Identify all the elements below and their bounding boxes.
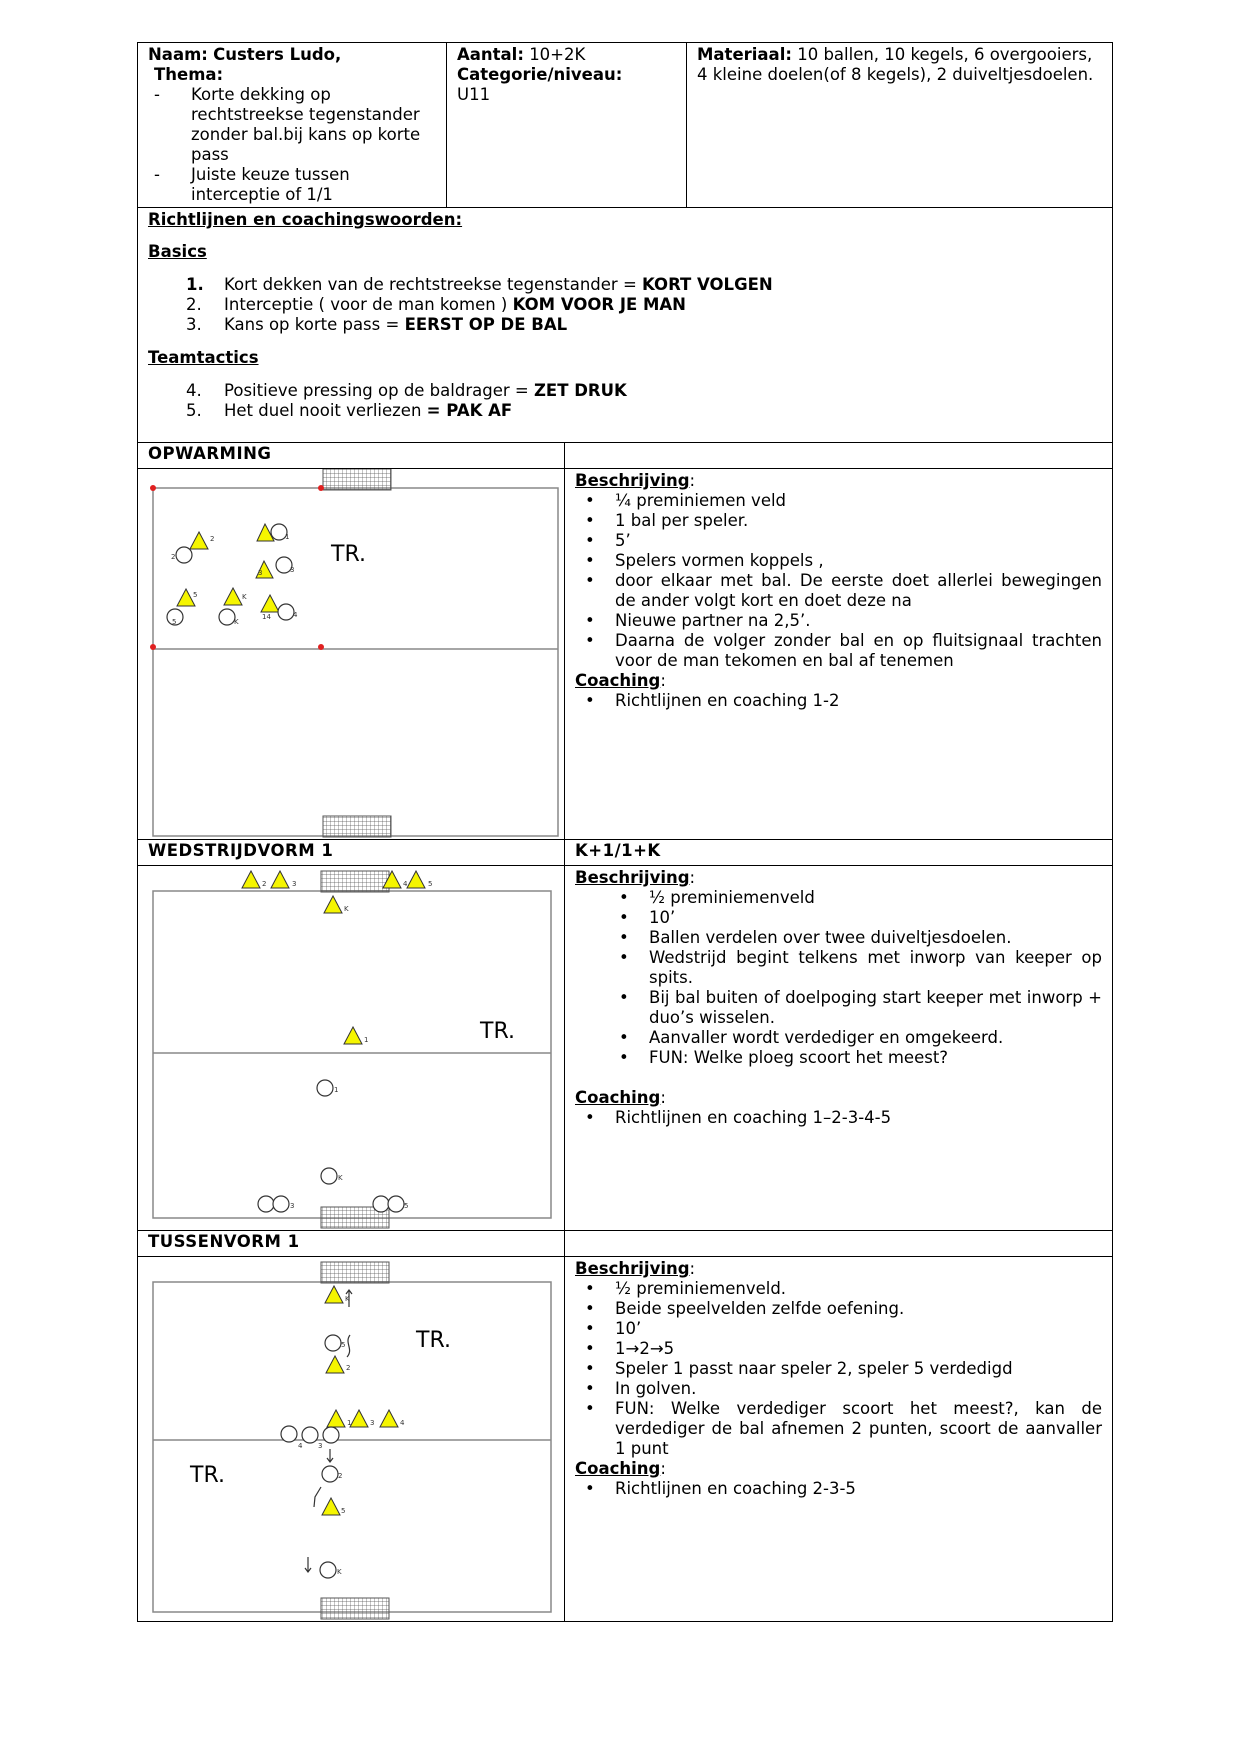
svg-text:2: 2 xyxy=(210,535,215,543)
goal-net-icon xyxy=(321,1262,389,1283)
goal-net-icon xyxy=(321,871,389,892)
tussenvorm-field-svg xyxy=(138,1257,565,1621)
coaching-list xyxy=(575,1108,1102,1128)
svg-text:K: K xyxy=(338,1174,343,1182)
svg-text:2: 2 xyxy=(338,1472,343,1480)
list-item: • Spelers vormen koppels , xyxy=(575,551,1102,571)
categorie-value: U11 xyxy=(457,85,491,104)
list-item: • Ballen verdelen over twee duiveltjesdoelen. xyxy=(575,928,1102,948)
tussenvorm-description: Beschrijving: • ½ preminiemenveld. • Beide speelvelden zelfde oefening. • 10’ • 1→2→5 • Speler 1 passt naar speler 2, speler 5 verdedigd • In golven. • FUN: Welke verdediger scoort het meest?, kan de verdediger de bal afnemen 2 punten, scoort de aanvaller 1 punt Coaching: • Richtlijnen en coaching 2-3-5 xyxy=(565,1257,1113,1622)
naam-thema-cell xyxy=(138,43,447,208)
svg-text:4: 4 xyxy=(400,1419,405,1427)
trainer-label: TR. xyxy=(480,1019,515,1044)
basics-item: 2. Interceptie ( voor de man komen ) KOM VOOR JE MAN xyxy=(186,295,686,314)
list-item: • Richtlijnen en coaching 2-3-5 xyxy=(575,1479,1102,1499)
tussenvorm-diagram xyxy=(138,1257,565,1622)
aantal-cell xyxy=(447,43,687,208)
list-item: • Bij bal buiten of doelpoging start keeper met inworp + duo’s wisselen. xyxy=(575,988,1102,1028)
goal-net-icon xyxy=(321,1598,389,1619)
coaching-list xyxy=(575,1479,1102,1499)
list-item: • 5’ xyxy=(575,531,1102,551)
list-item: • Aanvaller wordt verdediger en omgekeerd. xyxy=(575,1028,1102,1048)
wedstrijdvorm-right-title: K+1/1+K xyxy=(565,840,1113,866)
training-table xyxy=(137,42,1113,1622)
list-item: • Richtlijnen en coaching 1–2-3-4-5 xyxy=(575,1108,1102,1128)
opwarming-title: OPWARMING xyxy=(138,443,565,469)
goal-net-icon xyxy=(323,816,391,837)
thema-item: - Korte dekking op rechtstreekse tegenstander zonder bal.bij kans op korte pass xyxy=(148,85,436,165)
goal-net-icon xyxy=(323,469,391,490)
svg-text:1: 1 xyxy=(364,1036,369,1044)
svg-text:4: 4 xyxy=(403,880,408,888)
naam-value: Custers Ludo, xyxy=(213,45,342,64)
list-item: • FUN: Welke ploeg scoort het meest? xyxy=(575,1048,1102,1068)
beschrijving-list xyxy=(575,1279,1102,1459)
basics-title: Basics xyxy=(148,242,207,261)
categorie-label: Categorie/niveau: xyxy=(457,65,623,84)
svg-text:2: 2 xyxy=(346,1364,351,1372)
materiaal-value: 10 ballen, 10 kegels, 6 overgooiers, 4 kleine doelen(of 8 kegels), 2 duiveltjesdoelen. xyxy=(697,45,1094,84)
list-item: • door elkaar met bal. De eerste doet allerlei bewegingen de ander volgt kort en doet deze na xyxy=(575,571,1102,611)
wedstrijdvorm-description: Beschrijving: • ½ preminiemenveld • 10’ • Ballen verdelen over twee duiveltjesdoelen. • Wedstrijd begint telkens met inworp van keeper op spits. • Bij bal buiten of doelpoging start keeper met inworp + duo’s wisselen. • Aanvaller wordt verdediger en omgekeerd. • FUN: Welke ploeg scoort het meest? Coaching: • Richtlijnen en coaching 1–2-3-4-5 xyxy=(565,866,1113,1231)
list-item: • Beide speelvelden zelfde oefening. xyxy=(575,1299,1102,1319)
svg-text:5: 5 xyxy=(193,591,198,599)
tussenvorm-title: TUSSENVORM 1 xyxy=(138,1231,565,1257)
beschrijving-label: Beschrijving xyxy=(575,471,690,490)
teamtactics-item: 4. Positieve pressing op de baldrager = ZET DRUK xyxy=(186,381,627,400)
svg-text:1: 1 xyxy=(285,533,290,541)
coaching-label: Coaching xyxy=(575,671,661,690)
list-item: • 1→2→5 xyxy=(575,1339,1102,1359)
wedstrijdvorm-diagram xyxy=(138,866,565,1231)
coaching-label: Coaching xyxy=(575,1459,661,1478)
basics-item: 1. Kort dekken van de rechtstreekse tegenstander = KORT VOLGEN xyxy=(186,275,773,294)
wedstrijdvorm-field-svg xyxy=(138,866,565,1230)
svg-text:4: 4 xyxy=(293,611,298,619)
svg-text:3: 3 xyxy=(258,569,263,577)
coaching-list xyxy=(575,691,1102,711)
svg-text:1: 1 xyxy=(347,1419,352,1427)
svg-text:2: 2 xyxy=(171,553,176,561)
list-item: • Richtlijnen en coaching 1-2 xyxy=(575,691,1102,711)
svg-text:K: K xyxy=(345,1295,350,1303)
opwarming-right-title xyxy=(565,443,1113,469)
beschrijving-label: Beschrijving xyxy=(575,1259,690,1278)
ball-icons xyxy=(258,1080,404,1212)
wedstrijdvorm-title: WEDSTRIJDVORM 1 xyxy=(138,840,565,866)
list-item: • ½ preminiemenveld. xyxy=(575,1279,1102,1299)
opwarming-field-svg xyxy=(138,469,565,839)
guidelines-cell xyxy=(138,208,1113,443)
list-item: • Speler 1 passt naar speler 2, speler 5 verdedigd xyxy=(575,1359,1102,1379)
svg-text:2: 2 xyxy=(262,880,267,888)
thema-list xyxy=(148,85,436,205)
list-item: • Daarna de volger zonder bal en op fluitsignaal trachten voor de man tekomen en bal af tenemen xyxy=(575,631,1102,671)
beschrijving-label: Beschrijving xyxy=(575,868,690,887)
svg-text:1: 1 xyxy=(334,1086,339,1094)
teamtactics-item: 5. Het duel nooit verliezen = PAK AF xyxy=(186,401,513,420)
list-item: • In golven. xyxy=(575,1379,1102,1399)
trainer-label: TR. xyxy=(416,1328,451,1353)
trainer-label: TR. xyxy=(190,1463,225,1488)
list-item: • Wedstrijd begint telkens met inworp van keeper op spits. xyxy=(575,948,1102,988)
list-item: • Nieuwe partner na 2,5’. xyxy=(575,611,1102,631)
svg-text:3: 3 xyxy=(290,566,295,574)
materiaal-label: Materiaal: xyxy=(697,45,792,64)
cone-icons xyxy=(242,871,425,1044)
svg-text:14: 14 xyxy=(262,613,271,621)
aantal-value: 10+2K xyxy=(529,45,586,64)
svg-text:3: 3 xyxy=(370,1419,375,1427)
basics-item: 3. Kans op korte pass = EERST OP DE BAL xyxy=(186,315,568,334)
coaching-label: Coaching xyxy=(575,1088,661,1107)
svg-text:5: 5 xyxy=(404,1202,409,1210)
teamtactics-list xyxy=(148,381,1102,421)
opwarming-description: Beschrijving: • ¼ preminiemen veld • 1 bal per speler. • 5’ • Spelers vormen koppels , • door elkaar met bal. De eerste doet allerlei bewegingen de ander volgt kort en doet deze na • Nieuwe partner na 2,5’. • Daarna de volger zonder bal en op fluitsignaal trachten voor de man tekomen en bal af tenemen Coaching: • Richtlijnen en coaching 1-2 xyxy=(565,469,1113,840)
session-sheet xyxy=(137,42,1112,1622)
naam-label: Naam: xyxy=(148,45,208,64)
opwarming-diagram xyxy=(138,469,565,840)
beschrijving-list xyxy=(575,491,1102,671)
tussenvorm-right-title xyxy=(565,1231,1113,1257)
list-item: • FUN: Welke verdediger scoort het meest?, kan de verdediger de bal afnemen 2 punten, scoort de aanvaller 1 punt xyxy=(575,1399,1102,1459)
svg-text:3: 3 xyxy=(318,1442,323,1450)
list-item: • ½ preminiemenveld xyxy=(575,888,1102,908)
svg-text:K: K xyxy=(337,1568,342,1576)
list-item: • ¼ preminiemen veld xyxy=(575,491,1102,511)
svg-text:4: 4 xyxy=(298,1442,303,1450)
list-item: • 1 bal per speler. xyxy=(575,511,1102,531)
aantal-label: Aantal: xyxy=(457,45,524,64)
list-item: • 10’ xyxy=(575,908,1102,928)
svg-text:3: 3 xyxy=(292,880,297,888)
svg-text:3: 3 xyxy=(290,1202,295,1210)
svg-text:5: 5 xyxy=(428,880,433,888)
thema-label: Thema: xyxy=(154,65,224,84)
thema-item: - Juiste keuze tussen interceptie of 1/1 xyxy=(148,165,436,205)
trainer-label: TR. xyxy=(331,542,366,567)
beschrijving-list xyxy=(575,888,1102,1068)
list-item: • 10’ xyxy=(575,1319,1102,1339)
svg-text:5: 5 xyxy=(341,1341,346,1349)
svg-text:5: 5 xyxy=(172,618,177,626)
svg-text:K: K xyxy=(234,618,239,626)
svg-text:K: K xyxy=(242,593,247,601)
basics-list xyxy=(148,275,1102,335)
svg-text:K: K xyxy=(344,905,349,913)
player-numbers xyxy=(262,880,432,1210)
materiaal-cell xyxy=(687,43,1113,208)
svg-text:5: 5 xyxy=(341,1507,346,1515)
teamtactics-title: Teamtactics xyxy=(148,348,259,367)
guidelines-title: Richtlijnen en coachingswoorden: xyxy=(148,210,463,229)
